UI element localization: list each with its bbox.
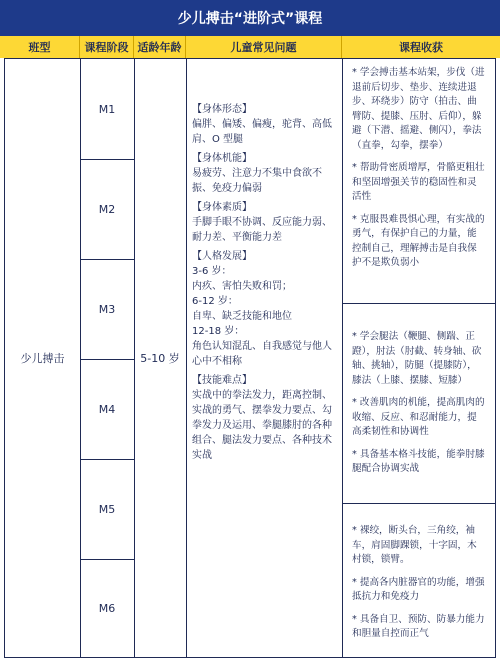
header-problems: 儿童常见问题: [186, 36, 342, 58]
problem-text: 手脚手眼不协调、反应能力弱、耐力差、平衡能力差: [192, 217, 332, 243]
header-stage: 课程阶段: [80, 36, 134, 58]
problem-text: 易疲劳、注意力不集中食欲不振、免疫力偏弱: [192, 168, 322, 194]
gain-item: * 裸绞，断头台，三角绞，袖车，肩固脚踝锁，十字固，木村锁，锁臂。: [352, 525, 477, 565]
problem-section: [192, 102, 332, 147]
problem-line: 内疚、害怕失败和罚；: [192, 281, 292, 292]
problem-line: 12-18 岁：: [192, 326, 245, 337]
problem-section: [192, 249, 332, 369]
col-divider: [186, 59, 187, 657]
problems-column: [192, 102, 332, 463]
problem-text: 偏胖、偏矮、偏瘦，驼背、高低肩、O 型腿: [192, 119, 332, 145]
gain-item: * 具备基本格斗技能，能拳肘膝腿配合协调实战: [352, 448, 485, 474]
gain-item: * 克服畏难畏惧心理，有实战的勇气，有保护自己的力量，能控制自己，理解搏击是自我保护不是欺负弱小: [352, 213, 485, 268]
stage-m4: M4: [98, 402, 116, 416]
gains-block-3: [352, 524, 486, 650]
gains-divider: [342, 503, 495, 504]
problem-line: 角色认知混乱、自我感觉与他人心中不相称: [192, 341, 332, 367]
stage-m2: M2: [98, 202, 116, 216]
problem-text: 实战中的拳法发力，距离控制、实战的勇气、摆拳发力要点、勾拳发力及运用、拳腿膝肘的各种组合、腿法发力要点、各种技术实战: [192, 390, 332, 461]
stage-m5: M5: [98, 502, 116, 516]
stage-m6: M6: [98, 601, 116, 615]
problem-section: [192, 373, 332, 463]
problem-line: 自卑、缺乏技能和地位: [192, 311, 292, 322]
stage-m3: M3: [98, 302, 116, 316]
gain-item: * 帮助骨密质增厚，骨骼更粗壮和坚固增强关节的稳固性和灵活性: [352, 162, 485, 202]
header-class-type: 班型: [0, 36, 80, 58]
problem-heading: 【身体机能】: [192, 153, 252, 164]
header-gains: 课程收获: [399, 41, 443, 54]
gain-item: * 提高各内脏器官的功能，增强抵抗力和免疫力: [352, 576, 485, 602]
col-divider: [342, 59, 343, 657]
gains-divider: [342, 303, 495, 304]
age-range-cell: 5-10 岁: [140, 352, 180, 365]
gain-item: * 学会腿法（鞭腿、侧踹、正蹬），肘法（肘截、转身轴、砍轴、挑轴），防腿（提膝防），膝法（上膝、摆膝、短膝）: [352, 331, 482, 386]
problem-heading: 【技能难点】: [192, 375, 252, 386]
class-type-cell: 少儿搏击: [20, 352, 65, 365]
gain-item: * 改善肌肉的机能，提高肌肉的收缩、反应、和忍耐能力，提高柔韧性和协调性: [352, 397, 485, 437]
problem-heading: 【人格发展】: [192, 251, 252, 262]
problem-heading: 【身体素质】: [192, 202, 252, 213]
problem-heading: 【身体形态】: [192, 104, 252, 115]
problem-section: [192, 151, 332, 196]
stage-m1: M1: [98, 102, 116, 116]
problem-line: 3-6 岁：: [192, 266, 232, 277]
page-title: 少儿搏击“进阶式”课程: [0, 0, 500, 36]
table-header-row: [0, 36, 500, 58]
gains-block-1: [352, 66, 486, 279]
header-age: 适龄年龄: [134, 36, 186, 58]
problem-line: 6-12 岁：: [192, 296, 238, 307]
gains-block-2: [352, 330, 486, 485]
gain-item: * 具备自卫、预防、防暴力能力和胆量自控而正气: [352, 613, 485, 639]
gain-item: * 学会搏击基本站架，步伐（进退前后切步、垫步、连续进退步、环绕步）防守（拍击、曲臂防、提膝、压肘、后仰），躲避（下潜、摇避、侧闪），拳法（直拳，勾拳，摆拳）: [352, 67, 485, 151]
problem-section: [192, 200, 332, 245]
